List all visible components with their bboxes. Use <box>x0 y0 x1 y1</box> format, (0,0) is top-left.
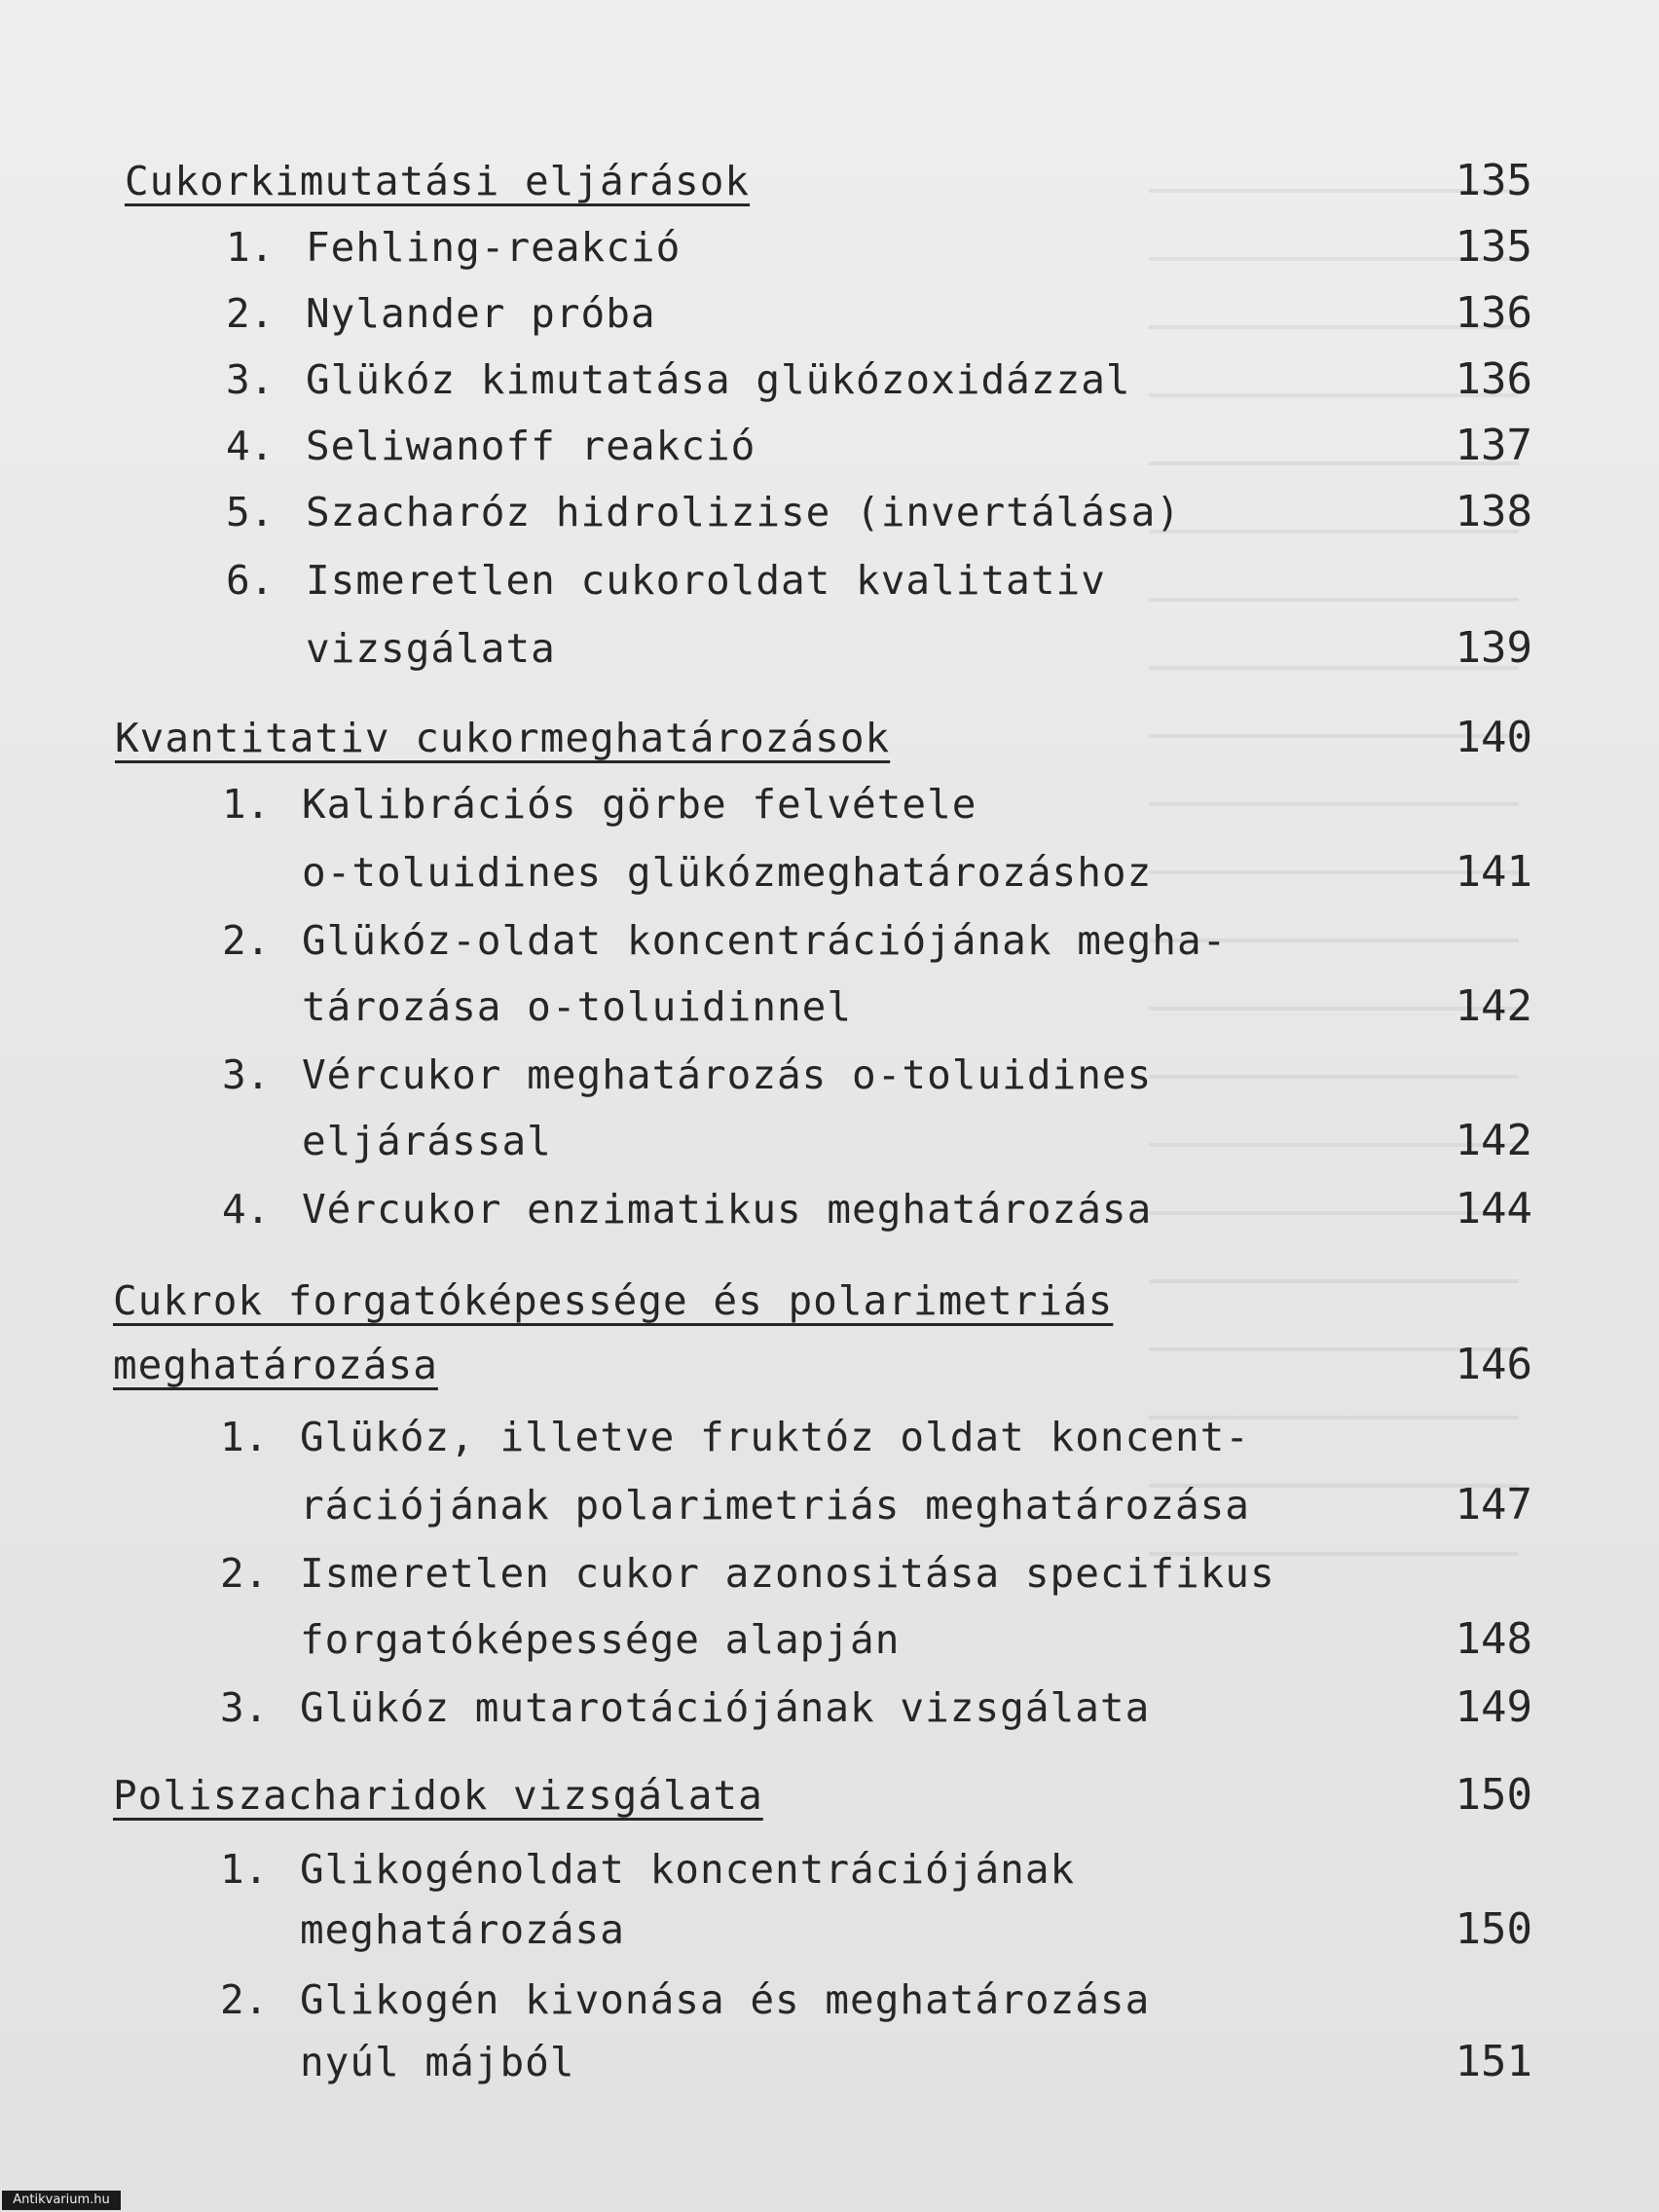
section-heading-continuation <box>0 1336 1659 1394</box>
entry-number: 3. <box>226 356 275 403</box>
toc-entry <box>0 911 1659 970</box>
section-title: Poliszacharidok vizsgálata <box>113 1772 763 1819</box>
entry-title: Glükóz, illetve fruktóz oldat koncent- <box>300 1414 1250 1460</box>
section-title: Kvantitativ cukormeghatározások <box>115 715 891 761</box>
page-number: 150 <box>1455 1770 1532 1820</box>
page-number: 142 <box>1455 981 1532 1031</box>
entry-title: Nylander próba <box>306 290 656 337</box>
entry-number: 5. <box>226 489 275 535</box>
page-number: 146 <box>1455 1340 1532 1389</box>
toc-entry <box>0 1408 1659 1466</box>
page-number: 142 <box>1455 1116 1532 1165</box>
section-heading <box>0 1272 1659 1330</box>
entry-title: Fehling-reakció <box>306 224 682 271</box>
page-number: 144 <box>1455 1184 1532 1234</box>
toc-entry <box>0 483 1659 541</box>
entry-title: Ismeretlen cukor azonositása specifikus <box>300 1550 1275 1597</box>
entry-title-continued: eljárással <box>302 1118 552 1164</box>
entry-title-continued: rációjának polarimetriás meghatározása <box>300 1482 1250 1529</box>
toc-entry <box>0 350 1659 409</box>
entry-title: Glükóz kimutatása glükózoxidázzal <box>306 356 1131 403</box>
entry-number: 4. <box>226 423 275 469</box>
page-number: 136 <box>1455 288 1532 338</box>
toc-entry-continuation <box>0 977 1659 1036</box>
entry-title: Kalibrációs görbe felvétele <box>302 781 977 828</box>
toc-entry <box>0 284 1659 343</box>
entry-number: 1. <box>222 781 271 828</box>
page-number: 138 <box>1455 487 1532 536</box>
entry-title: Glikogén kivonása és meghatározása <box>300 1976 1151 2023</box>
entry-number: 6. <box>226 557 275 604</box>
toc-entry-continuation <box>0 1610 1659 1669</box>
toc-entry-continuation <box>0 2033 1659 2091</box>
entry-title: Seliwanoff reakció <box>306 423 756 469</box>
page-number: 141 <box>1455 847 1532 897</box>
toc-entry <box>0 417 1659 475</box>
entry-title-continued: forgatóképessége alapján <box>300 1616 901 1663</box>
toc-entry <box>0 1180 1659 1238</box>
section-title: Cukorkimutatási eljárások <box>125 158 751 204</box>
toc-entry <box>0 218 1659 276</box>
toc-entry-continuation <box>0 1112 1659 1170</box>
toc-entry <box>0 1544 1659 1603</box>
page-number: 139 <box>1455 623 1532 673</box>
toc-entry <box>0 551 1659 609</box>
entry-title: Glükóz mutarotációjának vizsgálata <box>300 1684 1151 1731</box>
entry-number: 3. <box>220 1684 269 1731</box>
section-heading <box>0 709 1659 767</box>
page-number: 151 <box>1455 2037 1532 2086</box>
entry-title-continued: nyúl májból <box>300 2039 575 2085</box>
entry-title: Vércukor meghatározás o-toluidines <box>302 1051 1153 1098</box>
toc-entry <box>0 1971 1659 2029</box>
entry-number: 1. <box>220 1414 269 1460</box>
toc-entry-continuation <box>0 843 1659 902</box>
page-number: 140 <box>1455 713 1532 762</box>
entry-title: Glükóz-oldat koncentrációjának megha- <box>302 917 1228 964</box>
entry-number: 3. <box>222 1051 271 1098</box>
section-heading <box>0 1766 1659 1825</box>
entry-number: 2. <box>220 1976 269 2023</box>
page-number: 149 <box>1455 1682 1532 1732</box>
page-number: 150 <box>1455 1904 1532 1954</box>
toc-entry <box>0 1678 1659 1737</box>
entry-title: Vércukor enzimatikus meghatározása <box>302 1186 1153 1233</box>
page-number: 147 <box>1455 1480 1532 1530</box>
entry-number: 1. <box>220 1846 269 1893</box>
entry-number: 2. <box>226 290 275 337</box>
page-number: 137 <box>1455 421 1532 470</box>
entry-title: Ismeretlen cukoroldat kvalitativ <box>306 557 1106 604</box>
entry-title-continued: vizsgálata <box>306 625 556 672</box>
page-number: 136 <box>1455 354 1532 404</box>
entry-title-continued: o-toluidines glükózmeghatározáshoz <box>302 849 1153 896</box>
page-number: 135 <box>1455 156 1532 205</box>
toc-entry-continuation <box>0 1476 1659 1534</box>
entry-title-continued: tározása o-toluidinnel <box>302 983 853 1030</box>
page-number: 135 <box>1455 222 1532 272</box>
entry-number: 2. <box>222 917 271 964</box>
toc-entry-continuation <box>0 1900 1659 1959</box>
toc-entry-continuation <box>0 619 1659 678</box>
toc-entry <box>0 1046 1659 1104</box>
toc-entry <box>0 775 1659 833</box>
section-title-continued: meghatározása <box>113 1342 438 1388</box>
section-heading <box>0 152 1659 210</box>
entry-title: Szacharóz hidrolizise (invertálása) <box>306 489 1181 535</box>
watermark-label: Antikvarium.hu <box>2 2191 121 2210</box>
entry-number: 4. <box>222 1186 271 1233</box>
section-title: Cukrok forgatóképessége és polarimetriás <box>113 1277 1114 1324</box>
toc-entry <box>0 1840 1659 1899</box>
entry-number: 2. <box>220 1550 269 1597</box>
entry-number: 1. <box>226 224 275 271</box>
entry-title: Glikogénoldat koncentrációjának <box>300 1846 1076 1893</box>
page-number: 148 <box>1455 1614 1532 1664</box>
entry-title-continued: meghatározása <box>300 1906 625 1953</box>
